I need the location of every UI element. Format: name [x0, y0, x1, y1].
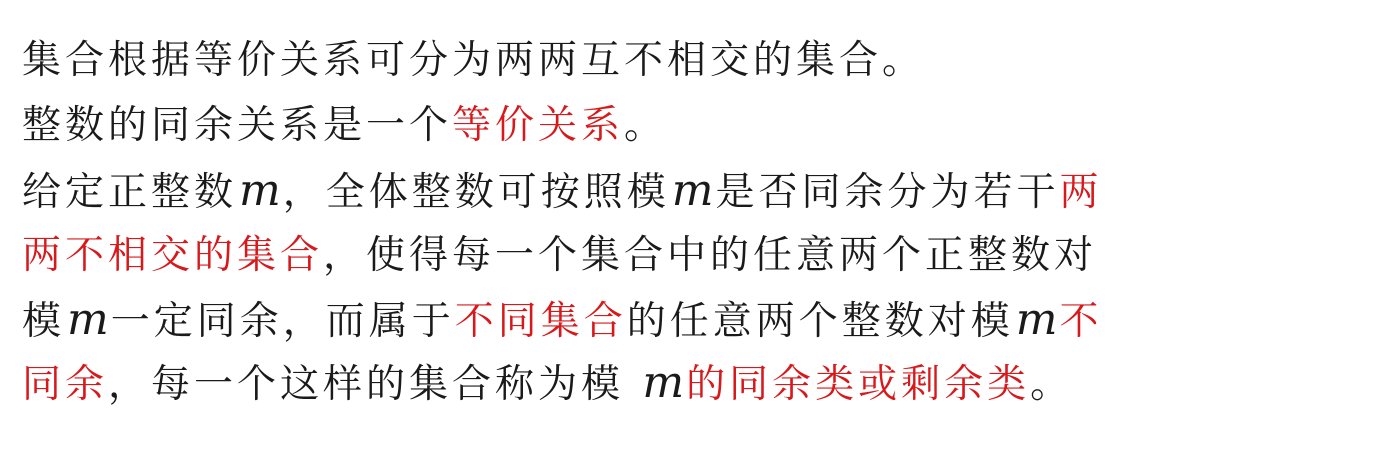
- math-variable-m: m: [642, 357, 685, 408]
- math-variable-m: m: [67, 294, 109, 345]
- line3-text-c: 是否同余分为若干: [715, 170, 1060, 215]
- line1-text: 集合根据等价关系可分为两两互不相交的集合。: [22, 38, 926, 83]
- highlight-pairwise-start: 两: [1059, 170, 1103, 215]
- line6-period: 。: [1030, 362, 1074, 407]
- highlight-pairwise-disjoint-sets: 两不相交的集合: [22, 233, 324, 278]
- line5-text-c: 的任意两个整数对模: [626, 299, 1014, 344]
- highlight-residue-class: 的同余类或剩余类: [686, 362, 1031, 407]
- line5-text-b: 一定同余，而属于: [110, 299, 455, 344]
- math-variable-m: m: [239, 165, 281, 216]
- math-variable-m: m: [1015, 294, 1058, 345]
- highlight-different-sets: 不同集合: [454, 299, 627, 344]
- highlight-equivalence-relation: 等价关系: [452, 103, 625, 148]
- line3-text-b: ，全体整数可按照模: [282, 170, 670, 215]
- line2-period: 。: [624, 103, 668, 148]
- text-line-3: [22, 161, 1103, 221]
- text-line-6: [22, 353, 1073, 413]
- line3-text-a: 给定正整数: [22, 170, 238, 215]
- line4-text: ，使得每一个集合中的任意两个正整数对: [323, 233, 1098, 278]
- math-variable-m: m: [671, 165, 714, 216]
- highlight-not-congruent-start: 不: [1059, 299, 1103, 344]
- text-line-2: [22, 96, 667, 156]
- text-line-5: [22, 290, 1103, 350]
- line5-text-a: 模: [22, 299, 66, 344]
- text-line-4: [22, 226, 1097, 286]
- line6-text: ，每一个这样的集合称为模: [108, 362, 641, 407]
- highlight-not-congruent-end: 同余: [22, 362, 109, 407]
- line2-text: 整数的同余关系是一个: [22, 103, 453, 148]
- text-line-1: [22, 31, 925, 91]
